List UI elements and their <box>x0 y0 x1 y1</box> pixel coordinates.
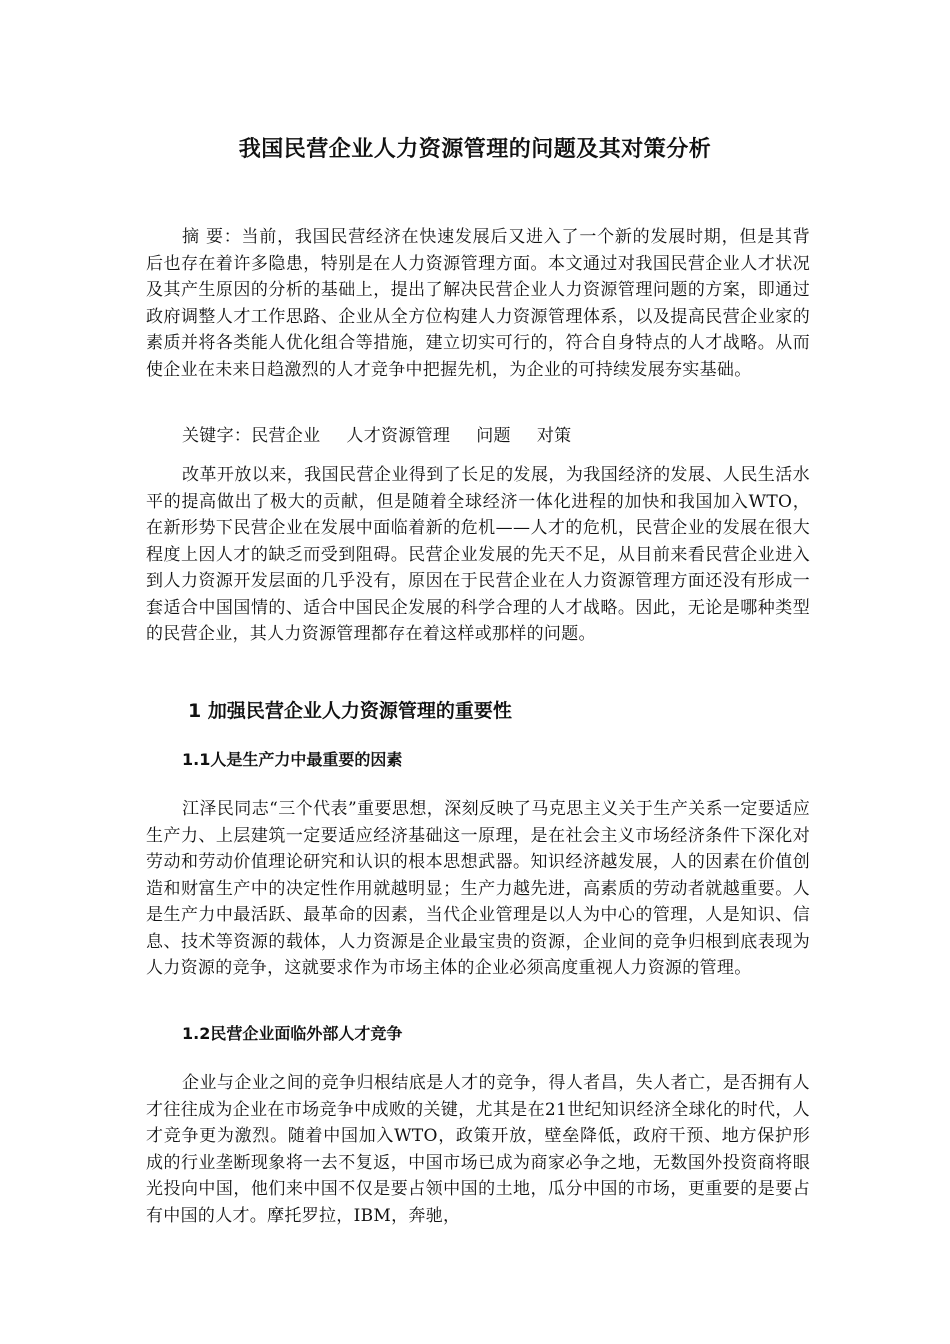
keywords-label: 关键字： <box>182 426 252 446</box>
abstract-label: 摘 要： <box>182 227 242 247</box>
section-heading: 1 加强民营企业人力资源管理的重要性 <box>188 700 512 722</box>
keyword: 问题 <box>476 426 511 446</box>
document-title: 我国民营企业人力资源管理的问题及其对策分析 <box>238 137 712 162</box>
abstract-paragraph <box>146 224 810 383</box>
keyword: 民营企业 <box>251 426 321 446</box>
intro-paragraph: 改革开放以来，我国民营企业得到了长足的发展，为我国经济的发展、人民生活水平的提高做出了极大的贡献，但是随着全球经济一体化进程的加快和我国加入WTO，在新形势下民营企业在发展中面临着新的危机——人才的危机，民营企业的发展在很大程度上因人才的缺乏而受到阻碍。民营企业发展的先天不足，从目前来看民营企业进入到人力资源开发层面的几乎没有，原因在于民营企业在人力资源管理方面还没有形成一套适合中国国情的、适合中国民企发展的科学合理的人才战略。因此，无论是哪种类型的民营企业，其人力资源管理都存在着这样或那样的问题。 <box>146 465 810 644</box>
subsection-paragraph: 江泽民同志“三个代表”重要思想，深刻反映了马克思主义关于生产关系一定要适应生产力、上层建筑一定要适应经济基础这一原理，是在社会主义市场经济条件下深化对劳动和劳动价值理论研究和认识的根本思想武器。知识经济越发展，人的因素在价值创造和财富生产中的决定性作用就越明显；生产力越先进，高素质的劳动者就越重要。人是生产力中最活跃、最革命的因素，当代企业管理是以人为中心的管理，人是知识、信息、技术等资源的载体，人力资源是企业最宝贵的资源，企业间的竞争归根到底表现为人力资源的竞争，这就要求作为市场主体的企业必须高度重视人力资源的管理。 <box>146 799 810 978</box>
subsection-heading: 1.1人是生产力中最重要的因素 <box>182 750 403 769</box>
keyword: 人才资源管理 <box>346 426 451 446</box>
keyword: 对策 <box>536 426 572 446</box>
subsection-heading: 1.2民营企业面临外部人才竞争 <box>182 1024 403 1043</box>
subsection-paragraph: 企业与企业之间的竞争归根结底是人才的竞争，得人者昌，失人者亡，是否拥有人才往往成为企业在市场竞争中成败的关键，尤其是在21世纪知识经济全球化的时代，人才竞争更为激烈。随着中国加入WTO，政策开放，壁垒降低，政府干预、地方保护形成的行业垄断现象将一去不复返，中国市场已成为商家必争之地，无数国外投资商将眼光投向中国，他们来中国不仅是要占领中国的土地，瓜分中国的市场，更重要的是要占有中国的人才。摩托罗拉，IBM，奔驰， <box>146 1073 810 1226</box>
abstract-text: 当前，我国民营经济在快速发展后又进入了一个新的发展时期，但是其背后也存在着许多隐患，特别是在人力资源管理方面。本文通过对我国民营企业人才状况及其产生原因的分析的基础上，提出了解决民营企业人力资源管理问题的方案，即通过政府调整人才工作思路、企业从全方位构建人力资源管理体系，以及提高民营企业家的素质并将各类能人优化组合等措施，建立切实可行的，符合自身特点的人才战略。从而使企业在未来日趋激烈的人才竞争中把握先机，为企业的可持续发展夯实基础。 <box>146 227 810 380</box>
keywords-line <box>146 423 810 450</box>
